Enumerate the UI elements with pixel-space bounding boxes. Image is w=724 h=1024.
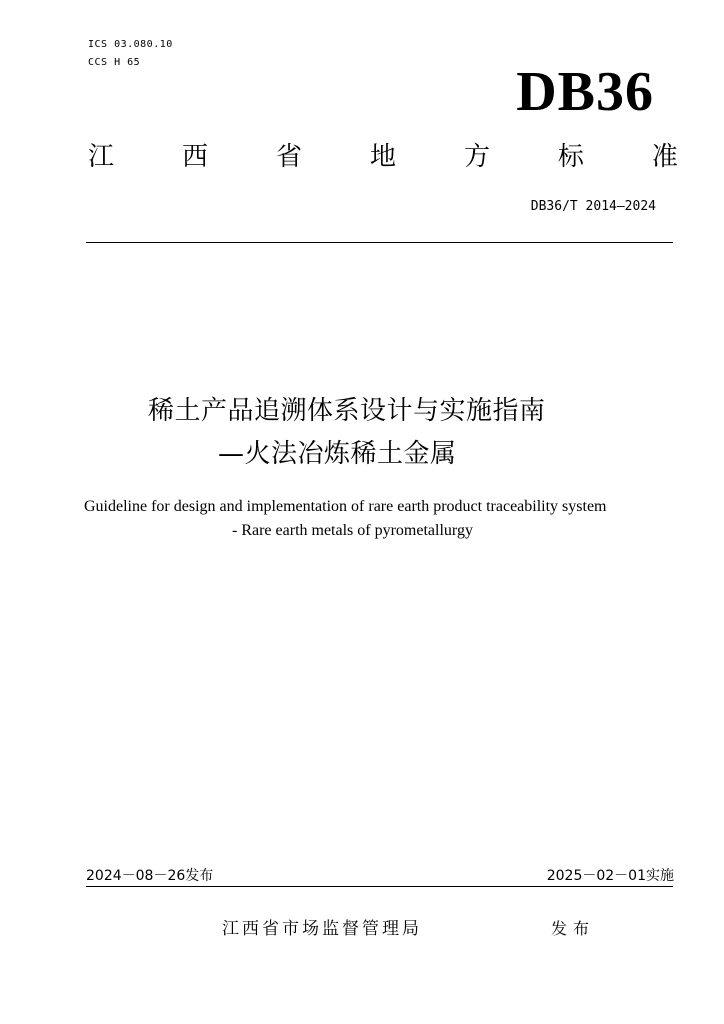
title-cn-line2: —火法冶炼稀土金属 bbox=[218, 439, 457, 469]
bottom-divider bbox=[86, 886, 673, 887]
title-cn-line1: 稀土产品追溯体系设计与实施指南 bbox=[148, 396, 546, 426]
standard-type-char: 标 bbox=[557, 142, 584, 172]
standard-type-char: 省 bbox=[275, 142, 302, 172]
standard-type-char: 西 bbox=[181, 142, 208, 172]
title-en-line2: - Rare earth metals of pyrometallurgy bbox=[232, 522, 473, 539]
standard-type-char: 江 bbox=[88, 142, 115, 172]
standard-type-char: 准 bbox=[651, 142, 678, 172]
ccs-code: CCS H 65 bbox=[88, 57, 141, 68]
standard-type bbox=[88, 140, 678, 174]
publish-date: 2024－08－26发布 bbox=[86, 868, 214, 884]
title-en-line1: Guideline for design and implementation of rare earth product traceability system bbox=[84, 498, 607, 515]
ics-code: ICS 03.080.10 bbox=[88, 39, 173, 50]
issue-label: 发布 bbox=[551, 919, 596, 938]
standard-type-char: 方 bbox=[463, 142, 490, 172]
db-mark: DB36 bbox=[516, 61, 654, 123]
standard-number: DB36/T 2014—2024 bbox=[530, 199, 656, 214]
top-divider bbox=[86, 242, 673, 243]
standard-type-char: 地 bbox=[369, 142, 396, 172]
implement-date: 2025－02－01实施 bbox=[546, 868, 674, 884]
issuer-name: 江西省市场监督管理局 bbox=[222, 919, 422, 939]
